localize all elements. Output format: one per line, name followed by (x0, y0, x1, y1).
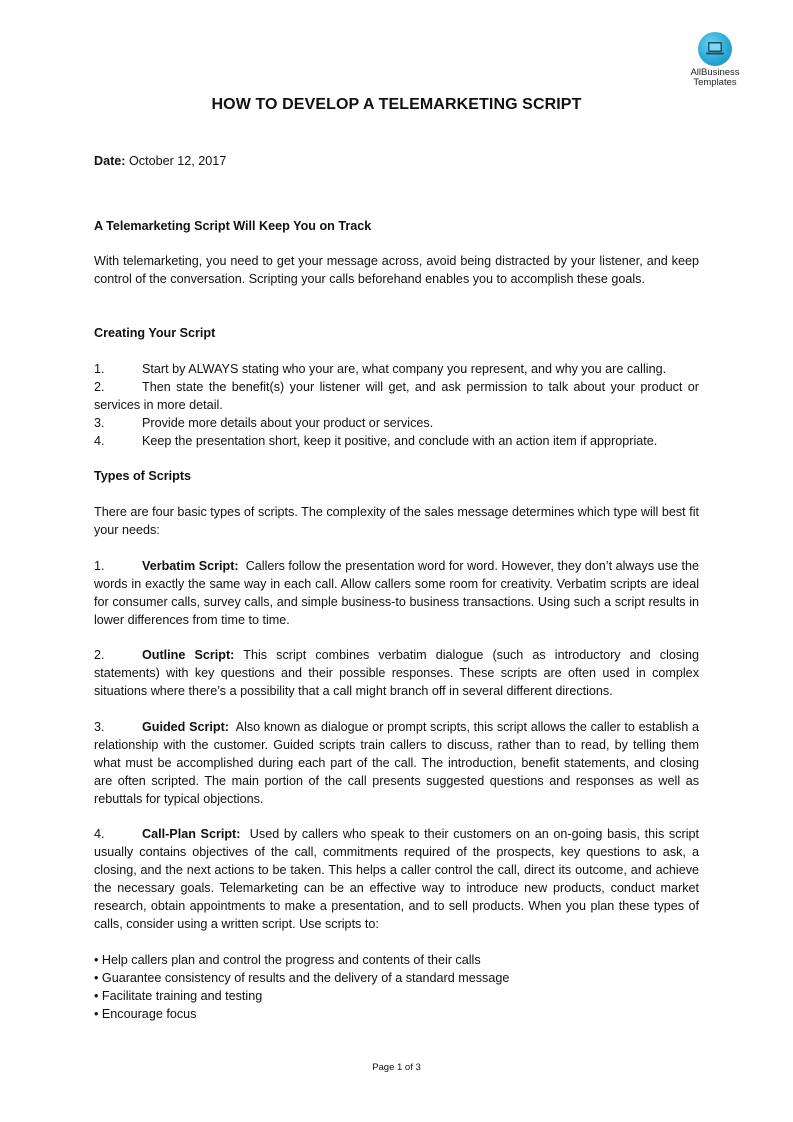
logo-line2: Templates (693, 77, 737, 88)
list-item-text: Then state the benefit(s) your listener will get, and ask permission to talk about your product or services in more detail. (94, 380, 699, 412)
document-title: HOW TO DEVELOP A TELEMARKETING SCRIPT (211, 96, 582, 113)
list-number: 4. (94, 434, 105, 448)
bullet-item: • Facilitate training and testing (94, 989, 263, 1003)
allbusiness-logo (686, 32, 744, 88)
script-type-number: 1. (94, 559, 105, 573)
list-item (94, 378, 699, 414)
list-number: 1. (94, 362, 105, 376)
date-value: October 12, 2017 (129, 154, 227, 168)
script-type-paragraph (94, 646, 699, 700)
script-type-name: Outline Script: (142, 648, 235, 662)
script-type-number: 3. (94, 720, 105, 734)
bullet-item: • Help callers plan and control the progress and contents of their calls (94, 953, 481, 967)
list-item: Provide more details about your product or services. (142, 416, 434, 430)
script-type-name: Call-Plan Script: (142, 827, 241, 841)
bullet-list (94, 951, 699, 1023)
section1-heading: A Telemarketing Script Will Keep You on Track (94, 219, 372, 233)
list-item: Start by ALWAYS stating who your are, what company you represent, and why you are calling. (142, 362, 667, 376)
bullet-item: • Guarantee consistency of results and the delivery of a standard message (94, 971, 510, 985)
script-type-text: Callers follow the presentation word for word. However, they don’t always use the words in exactly the same way in each call. Allow callers some room for creativity. Verbatim scripts are ideal for consumer calls, survey calls, and simple business-to business transactions. Using such a script results in lower differences from time to time. (94, 559, 700, 627)
section1-body: With telemarketing, you need to get your message across, avoid being distracted by your listener, and keep control of the conversation. Scripting your calls beforehand enables you to accomplish these goals. (94, 254, 699, 286)
logo-line1: AllBusiness (690, 67, 740, 78)
script-type-paragraph (94, 825, 699, 933)
script-type-number: 4. (94, 827, 105, 841)
script-type-number: 2. (94, 648, 105, 662)
script-type-paragraph (94, 718, 699, 808)
list-number: 2. (94, 380, 105, 394)
script-type-text: Also known as dialogue or prompt scripts, this script allows the caller to establish a relationship with the customer. Guided scripts train callers to discuss, rather than to read, by telling them what must be accomplished during each part of the call. The introduction, benefit statements, and closing are often scripted. The main portion of the call presents suggested questions and responses as well as rebuttals for typical objections. (94, 720, 699, 806)
section2-heading: Creating Your Script (94, 326, 216, 340)
date-label: Date: (94, 154, 126, 168)
page-number: Page 1 of 3 (372, 1062, 421, 1073)
bullet-item: • Encourage focus (94, 1007, 197, 1021)
script-type-paragraph (94, 557, 699, 629)
script-type-text: This script combines verbatim dialogue (such as introductory and closing statements) with key questions and their possible responses. These scripts are often used in complex situations where there’s a possibility that a call might branch off in several different directions. (94, 648, 699, 698)
section3-intro: There are four basic types of scripts. The complexity of the sales message determines which type will best fit your needs: (94, 505, 699, 537)
date-line (94, 152, 699, 170)
list-item: Keep the presentation short, keep it positive, and conclude with an action item if appropriate. (142, 434, 658, 448)
script-type-text: Used by callers who speak to their customers on an on-going basis, this script usually contains objectives of the call, commitments required of the prospects, key questions to ask, a closing, and the next actions to be taken. This helps a caller control the call, direct its outcome, and achieve the necessary goals. Telemarketing can be an effective way to introduce new products, conduct market research, obtain appointments to make a presentation, and to sell products. When you plan these types of calls, consider using a written script. Use scripts to: (94, 827, 699, 931)
list-number: 3. (94, 416, 105, 430)
script-type-name: Guided Script: (142, 720, 229, 734)
script-type-name: Verbatim Script: (142, 559, 239, 573)
section3-heading: Types of Scripts (94, 469, 192, 483)
laptop-icon (698, 32, 732, 66)
